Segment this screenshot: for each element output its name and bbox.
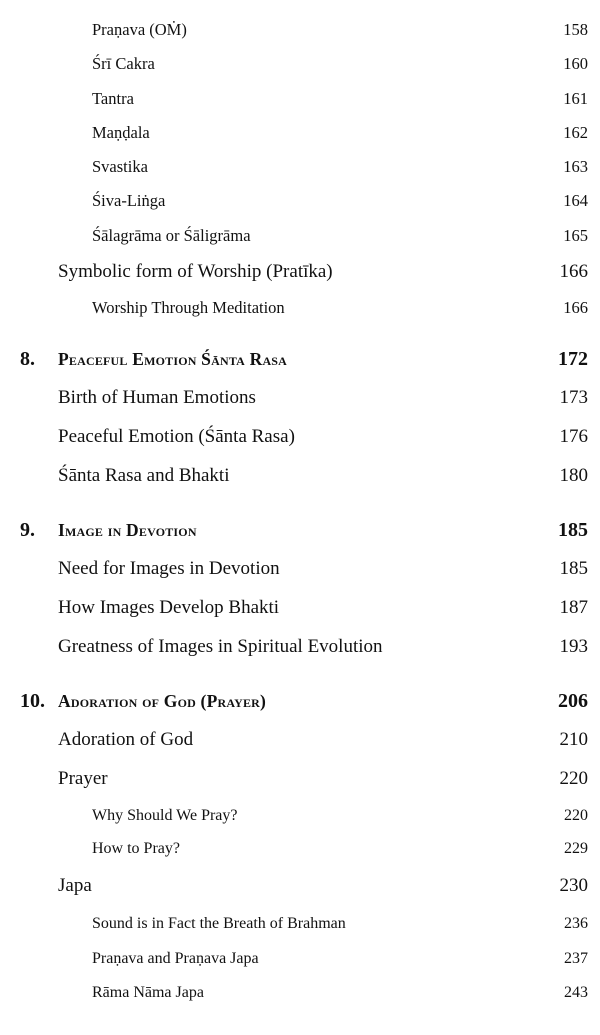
toc-entry: [0, 85, 600, 113]
toc-entry-page: 185: [559, 558, 588, 579]
chapter-number: 10.: [20, 690, 45, 712]
toc-entry-page: 166: [563, 298, 588, 317]
toc-entry-title: Śiva-Liṅga: [92, 191, 166, 210]
toc-entry-page: 160: [563, 54, 588, 73]
toc-entry-title: Birth of Human Emotions: [58, 387, 256, 408]
toc-entry: [0, 726, 600, 754]
toc-entry: [0, 555, 600, 583]
chapter-title: Peaceful Emotion Śānta Rasa: [58, 349, 288, 369]
toc-entry-page: 162: [563, 123, 588, 142]
toc-entry: [0, 423, 600, 451]
toc-entry-title: Svastika: [92, 157, 148, 176]
toc-entry-page: 210: [559, 729, 588, 750]
toc-entry-page: 165: [563, 226, 588, 245]
toc-entry-page: 236: [564, 915, 588, 932]
chapter-number: 9.: [20, 519, 35, 541]
toc-entry-title: Praṇava and Praṇava Japa: [92, 950, 259, 967]
toc-entry: [0, 119, 600, 147]
toc-entry-title: Why Should We Pray?: [92, 807, 238, 824]
toc-entry-title: Śānta Rasa and Bhakti: [58, 465, 230, 486]
toc-entry-page: 166: [559, 261, 588, 282]
toc-entry: [0, 910, 600, 938]
toc-entry: [0, 462, 600, 490]
toc-entry: [0, 50, 600, 78]
toc-entry-page: 237: [564, 950, 588, 967]
toc-entry: [0, 594, 600, 622]
toc-entry-page: 187: [559, 597, 588, 618]
toc-entry-page: 173: [559, 387, 588, 408]
toc-entry-title: Symbolic form of Worship (Pratīka): [58, 261, 333, 282]
toc-entry-title: Sound is in Fact the Breath of Brahman: [92, 915, 346, 932]
toc-chapter-heading: [0, 516, 600, 544]
toc-entry: [0, 258, 600, 286]
toc-entry-title: Need for Images in Devotion: [58, 558, 280, 579]
toc-entry-page: 180: [559, 465, 588, 486]
toc-entry-title: Japa: [58, 875, 92, 896]
toc-entry-title: How Images Develop Bhakti: [58, 597, 280, 618]
toc-entry-page: 230: [559, 875, 588, 896]
toc-entry-page: 176: [559, 426, 588, 447]
toc-entry-title: Greatness of Images in Spiritual Evolution: [58, 636, 383, 657]
chapter-page: 172: [558, 348, 588, 370]
toc-entry-title: Rāma Nāma Japa: [92, 984, 204, 1001]
chapter-number: 8.: [20, 348, 35, 370]
toc-entry: [0, 222, 600, 250]
toc-entry-title: Prayer: [58, 768, 108, 789]
toc-entry-page: 243: [564, 984, 588, 1001]
toc-entry: [0, 979, 600, 1007]
toc-entry-page: 158: [563, 20, 588, 39]
toc-entry-title: Praṇava (OṀ): [92, 20, 187, 39]
toc-entry-page: 163: [563, 157, 588, 176]
toc-chapter-heading: [0, 687, 600, 715]
toc-entry: [0, 633, 600, 661]
toc-entry: [0, 872, 600, 900]
chapter-title: Image in Devotion: [58, 520, 197, 540]
toc-entry-page: 164: [563, 191, 588, 210]
toc-entry-page: 193: [559, 636, 588, 657]
toc-entry: [0, 765, 600, 793]
toc-entry-title: Śrī Cakra: [92, 54, 155, 73]
toc-entry-title: How to Pray?: [92, 840, 180, 857]
toc-entry-title: Tantra: [92, 89, 134, 108]
toc-entry-page: 220: [559, 768, 588, 789]
toc-chapter-heading: [0, 345, 600, 373]
toc-entry: [0, 153, 600, 181]
toc-entry-title: Śālagrāma or Śāligrāma: [92, 226, 251, 245]
chapter-page: 185: [558, 519, 588, 541]
toc-entry-title: Maṇḍala: [92, 123, 150, 142]
chapter-title: Adoration of God (Prayer): [58, 691, 267, 711]
toc-entry-title: Adoration of God: [58, 729, 194, 750]
toc-entry: [0, 945, 600, 973]
toc-entry-page: 229: [564, 840, 588, 857]
toc-entry-title: Worship Through Meditation: [92, 298, 285, 317]
toc-entry: [0, 384, 600, 412]
toc-entry: [0, 835, 600, 863]
toc-entry: [0, 802, 600, 830]
toc-entry: [0, 187, 600, 215]
toc-entry-title: Peaceful Emotion (Śānta Rasa): [58, 426, 295, 447]
toc-entry-page: 220: [564, 807, 588, 824]
toc-entry-page: 161: [563, 89, 588, 108]
toc-entry: [0, 16, 600, 44]
toc-entry: [0, 294, 600, 322]
chapter-page: 206: [558, 690, 588, 712]
